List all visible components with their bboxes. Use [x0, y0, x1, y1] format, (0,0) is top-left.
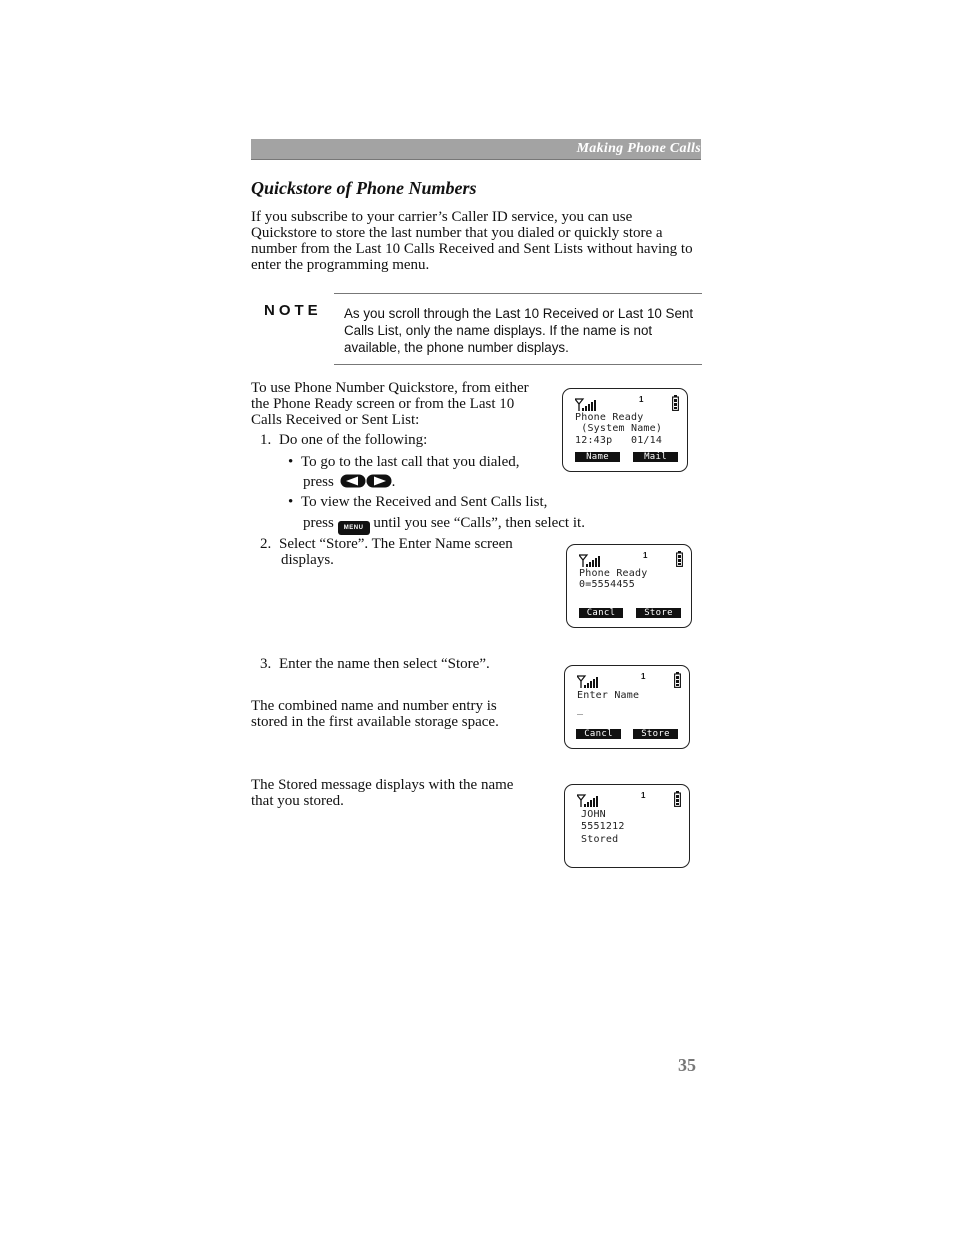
screen-line-2: 0=5554455: [579, 579, 635, 590]
screen-cursor: _: [577, 704, 584, 715]
battery-icon: [674, 791, 681, 807]
step-1-number: 1.: [260, 432, 272, 448]
stored-message-text: The Stored message displays with the name that you stored.: [251, 777, 514, 809]
screen-line-1: Phone Ready: [579, 568, 648, 579]
signal-strength-icon: [575, 398, 597, 412]
bullet-marker: •: [288, 454, 294, 470]
signal-strength-icon: [577, 675, 599, 689]
softkey-store: Store: [633, 729, 678, 739]
running-header-bar: [251, 139, 701, 160]
note-label: NOTE: [264, 302, 322, 319]
step-2-line2: displays.: [281, 552, 334, 568]
bullet-1-press: press: [303, 474, 334, 490]
intro-paragraph: [251, 209, 697, 273]
step-3-number: 3.: [260, 656, 272, 672]
softkey-name: Name: [575, 452, 620, 462]
step-2-number: 2.: [260, 536, 272, 552]
intro-text: If you subscribe to your carrier’s Caller ID service, you can use Quickstore to store the last number that you dialed or quickly store a number from the Last 10 Calls Received and Sent Lists without having to enter the programming menu.: [251, 209, 693, 273]
running-header-title: Making Phone Calls: [576, 141, 701, 156]
usage-intro-text: To use Phone Number Quickstore, from either the Phone Ready screen or from the Last 10 Calls Received or Sent List:: [251, 380, 529, 428]
bullet-2-press: press: [303, 515, 334, 531]
signal-strength-icon: [579, 554, 601, 568]
note-top-rule: [334, 293, 702, 294]
screen-line-2: 5551212: [581, 821, 625, 832]
softkey-store: Store: [636, 608, 681, 618]
phone-screen-enter-name: [564, 665, 690, 749]
line-indicator: 1: [641, 672, 646, 681]
bullet-1-line2: [303, 474, 395, 490]
note-text: As you scroll through the Last 10 Received or Last 10 Sent Calls List, only the name displays. If the name is not available, the phone number displays.: [344, 306, 694, 355]
softkey-cancel: Cancl: [579, 608, 623, 618]
bullet-2-text: To view the Received and Sent Calls list,: [301, 494, 548, 510]
step-3: [260, 656, 490, 672]
phone-screen-store-number: [566, 544, 692, 628]
line-indicator: 1: [639, 395, 644, 404]
bullet-2-line1: [288, 494, 547, 510]
screen-line-3: 12:43p 01/14: [575, 435, 663, 446]
phone-screen-ready: [562, 388, 688, 472]
stored-message-paragraph: [251, 777, 531, 809]
screen-line-1: Phone Ready: [575, 412, 644, 423]
combined-entry-text: The combined name and number entry is stored in the first available storage space.: [251, 698, 499, 730]
bullet-marker: •: [288, 494, 294, 510]
battery-icon: [672, 395, 679, 411]
note-bottom-rule: [334, 364, 702, 365]
step-2-line1: [260, 536, 513, 552]
page-number: 35: [678, 1055, 696, 1075]
combined-entry-paragraph: [251, 698, 521, 730]
bullet-2-after: until you see “Calls”, then select it.: [373, 515, 585, 531]
screen-line-1: Enter Name: [577, 690, 640, 701]
step-1: [260, 432, 427, 448]
bullet-1-text: To go to the last call that you dialed,: [301, 454, 520, 470]
bullet-1-period: .: [391, 474, 396, 490]
left-right-arrow-keys-icon: [340, 474, 392, 488]
step-1-text: Do one of the following:: [279, 432, 428, 448]
menu-key-icon: MENU: [338, 521, 370, 535]
screen-line-2: (System Name): [575, 423, 663, 434]
screen-line-1: JOHN: [581, 809, 606, 820]
line-indicator: 1: [643, 551, 648, 560]
softkey-mail: Mail: [633, 452, 678, 462]
signal-strength-icon: [577, 794, 599, 808]
bullet-1-line1: [288, 454, 520, 470]
battery-icon: [674, 672, 681, 688]
bullet-2-line2: [303, 515, 585, 535]
line-indicator: 1: [641, 791, 646, 800]
screen-line-3: Stored: [581, 834, 619, 845]
step-2-text: Select “Store”. The Enter Name screen: [279, 536, 513, 552]
softkey-cancel: Cancl: [576, 729, 621, 739]
usage-intro: [251, 380, 543, 428]
battery-icon: [676, 551, 683, 567]
step-3-text: Enter the name then select “Store”.: [279, 656, 490, 672]
section-title: Quickstore of Phone Numbers: [251, 178, 477, 198]
phone-screen-stored: [564, 784, 690, 868]
